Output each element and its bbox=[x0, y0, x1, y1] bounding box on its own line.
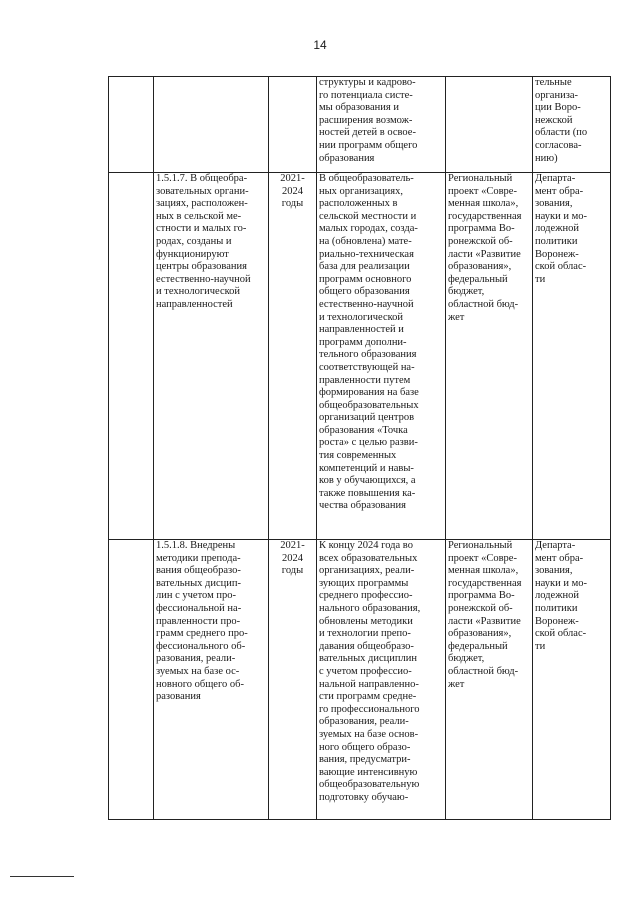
table-row bbox=[109, 77, 611, 173]
funding-source-cell bbox=[446, 77, 533, 173]
activity-cell: 1.5.1.8. Внедрены методики препода- вания общеобразо- вательных дисцип- лин с учетом про- фессиональной на- правленности про- грамм среднего про- фессионального об- разования, реали- зуемых на базе ос- новного общего об- разования bbox=[154, 540, 269, 820]
executor-cell: Департа- мент обра- зования, науки и мо- лодежной политики Воронеж- ской облас- ти bbox=[533, 173, 611, 540]
funding-source-cell: Региональный проект «Совре- менная школа», государственная программа Во- ронежской об- ласти «Развитие образования», федеральный бюджет, областной бюд- жет bbox=[446, 540, 533, 820]
result-cell: В общеобразователь- ных организациях, расположенных в сельской местности и малых городах, созда- на (обновлена) мате- риально-техническая база для реализации программ основного общего образования естественно-научной и технологической направленностей и программ дополни- тельного образования соответствующей на- правленности путем формирования на базе общеобразовательных организаций центров образования «Точка роста» с целью разви- тия современных компетенций и навы- ков у обучающихся, а также повышения ка- чества образования bbox=[317, 173, 446, 540]
period-cell: 2021- 2024 годы bbox=[269, 540, 317, 820]
executor-cell: тельные организа- ции Воро- нежской области (по согласова- нию) bbox=[533, 77, 611, 173]
row-number-cell bbox=[109, 173, 154, 540]
page-number: 14 bbox=[313, 38, 327, 52]
period-cell bbox=[269, 77, 317, 173]
result-cell: структуры и кадрово- го потенциала систе- мы образования и расширения возмож- ностей детей в освое- нии программ общего образования bbox=[317, 77, 446, 173]
table-row bbox=[109, 173, 611, 540]
executor-cell: Департа- мент обра- зования, науки и мо- лодежной политики Воронеж- ской облас- ти bbox=[533, 540, 611, 820]
funding-source-cell: Региональный проект «Совре- менная школа», государственная программа Во- ронежской об- ласти «Развитие образования», федеральный бюджет, областной бюд- жет bbox=[446, 173, 533, 540]
result-cell: К концу 2024 года во всех образовательных организациях, реали- зующих программы среднего профессио- нального образования, обновлены методики и технологии препо- давания общеобразо- вательных дисциплин с учетом профессио- нальной направленно- сти программ средне- го профессионального образования, реали- зуемых на базе основ- ного общего образо- вания, предусматри- вающие интенсивную общеобразовательную подготовку обучаю- bbox=[317, 540, 446, 820]
activity-cell bbox=[154, 77, 269, 173]
program-activities-table bbox=[108, 76, 611, 820]
period-cell: 2021- 2024 годы bbox=[269, 173, 317, 540]
activity-cell: 1.5.1.7. В общеобра- зовательных органи- зациях, расположен- ных в сельской ме- стности и малых го- родах, созданы и функционируют центры образования естественно-научной и технологической направленностей bbox=[154, 173, 269, 540]
row-number-cell bbox=[109, 540, 154, 820]
table-row bbox=[109, 540, 611, 820]
row-number-cell bbox=[109, 77, 154, 173]
footer-rule bbox=[10, 876, 74, 877]
